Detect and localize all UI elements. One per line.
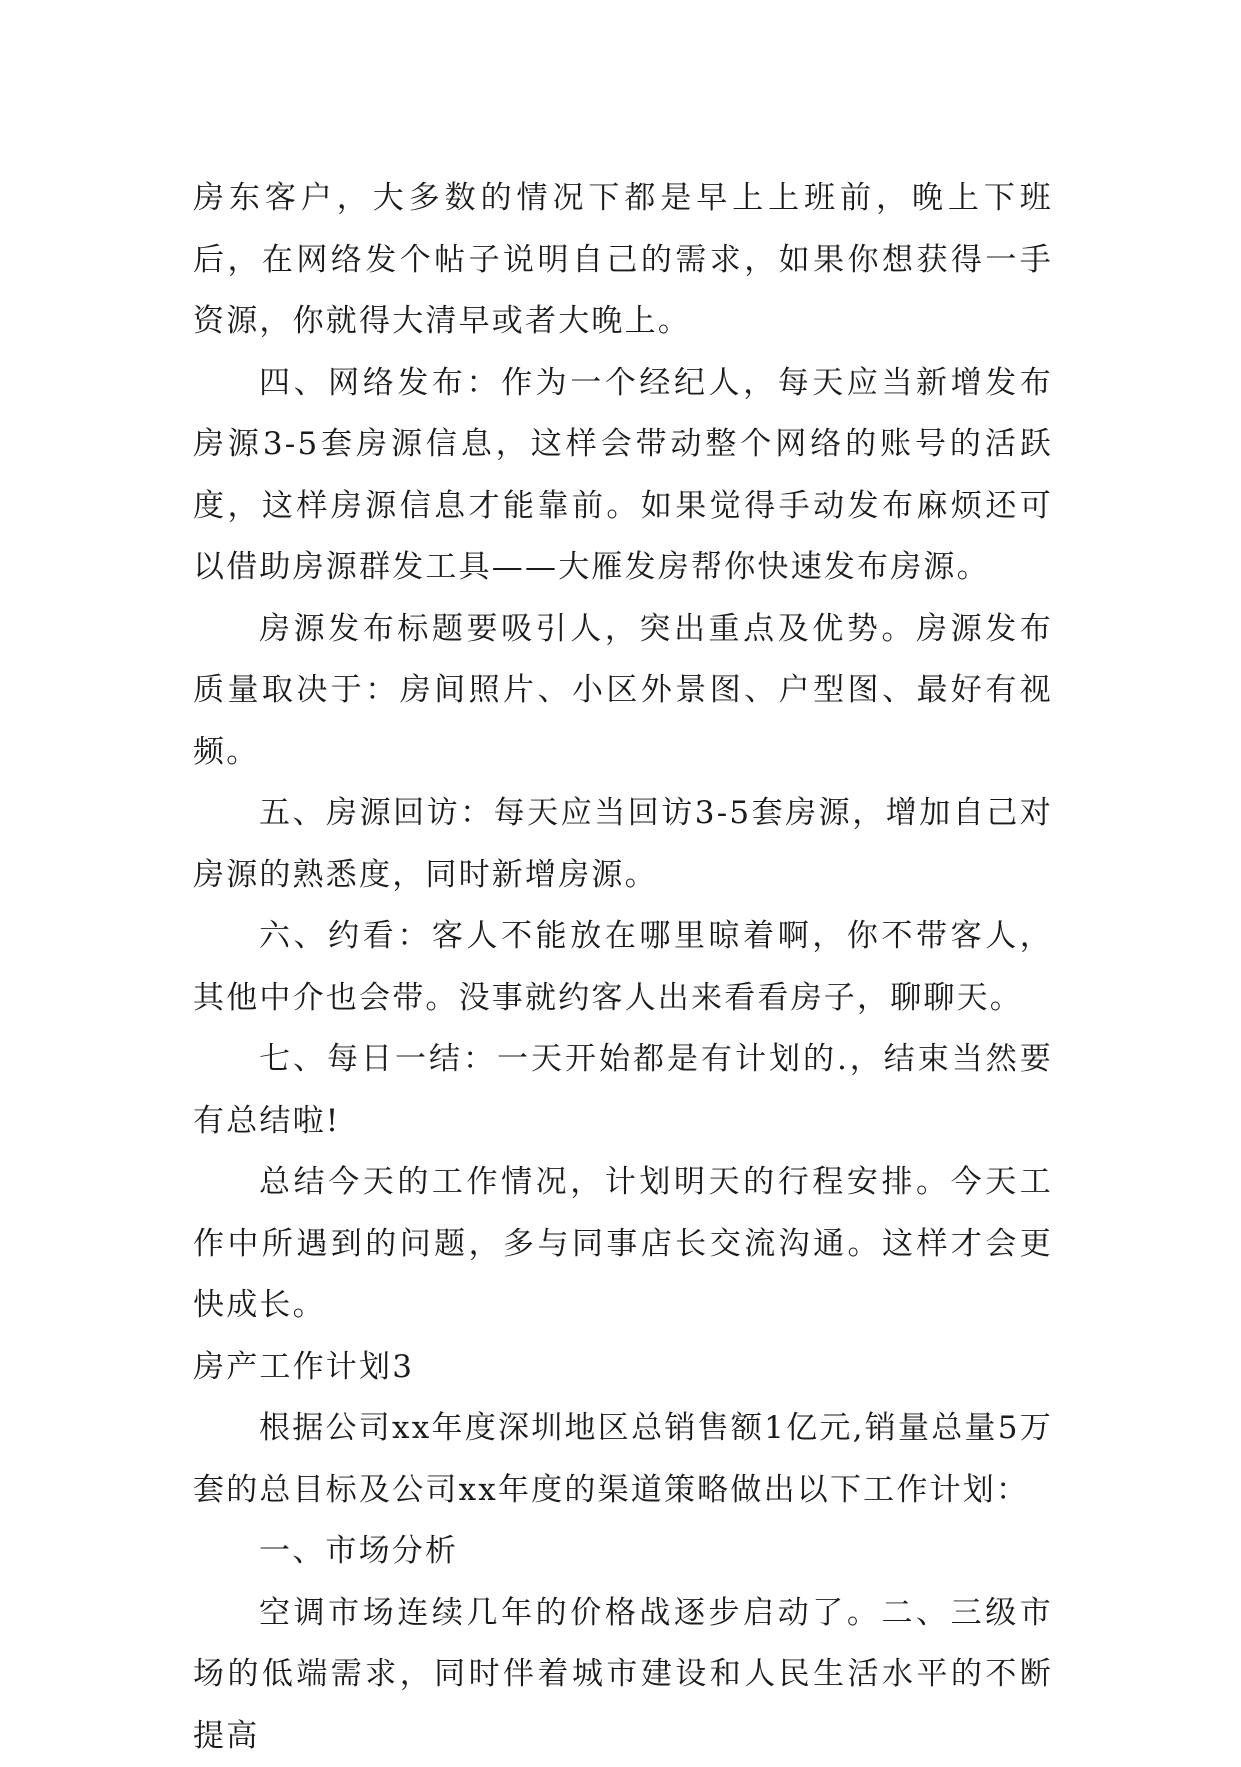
paragraph-appointment: 六、约看：客人不能放在哪里晾着啊，你不带客人，其他中介也会带。没事就约客人出来看看房子，聊聊天。 xyxy=(193,906,1053,1029)
paragraph-listing-title: 房源发布标题要吸引人，突出重点及优势。房源发布质量取决于：房间照片、小区外景图、户型图、最好有视频。 xyxy=(193,599,1053,784)
paragraph-continuation: 房东客户，大多数的情况下都是早上上班前，晚上下班后，在网络发个帖子说明自己的需求，如果你想获得一手资源，你就得大清早或者大晚上。 xyxy=(193,168,1053,353)
document-body xyxy=(193,168,1053,1767)
paragraph-summary-detail: 总结今天的工作情况，计划明天的行程安排。今天工作中所遇到的问题，多与同事店长交流沟通。这样才会更快成长。 xyxy=(193,1152,1053,1337)
paragraph-sales-target: 根据公司xx年度深圳地区总销售额1亿元,销量总量5万套的总目标及公司xx年度的渠道策略做出以下工作计划： xyxy=(193,1398,1053,1521)
paragraph-online-publishing: 四、网络发布：作为一个经纪人，每天应当新增发布房源3-5套房源信息，这样会带动整个网络的账号的活跃度，这样房源信息才能靠前。如果觉得手动发布麻烦还可以借助房源群发工具——大雁发房帮你快速发布房源。 xyxy=(193,353,1053,599)
paragraph-daily-summary: 七、每日一结：一天开始都是有计划的.，结束当然要有总结啦! xyxy=(193,1029,1053,1152)
paragraph-market-analysis-title: 一、市场分析 xyxy=(193,1521,1053,1583)
section-heading: 房产工作计划3 xyxy=(193,1337,1053,1399)
paragraph-listing-revisit: 五、房源回访：每天应当回访3-5套房源，增加自己对房源的熟悉度，同时新增房源。 xyxy=(193,783,1053,906)
paragraph-market-analysis: 空调市场连续几年的价格战逐步启动了。二、三级市场的低端需求，同时伴着城市建设和人民生活水平的不断提高 xyxy=(193,1583,1053,1767)
